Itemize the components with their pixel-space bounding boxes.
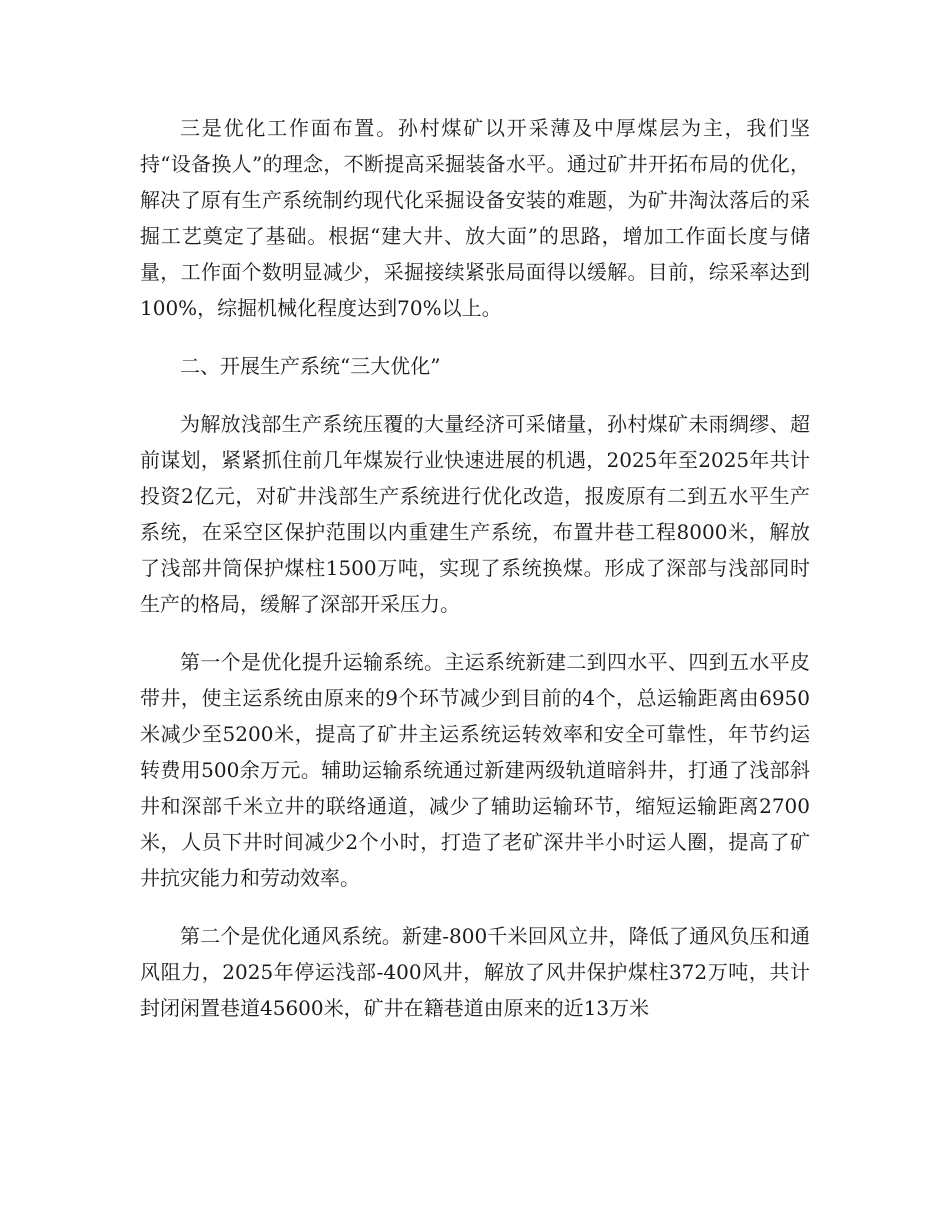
paragraph-shallow-system-renovation: 为解放浅部生产系统压覆的大量经济可采储量，孙村煤矿未雨绸缪、超前谋划，紧紧抓住前几年煤炭行业快速进展的机遇，2025年至2025年共计投资2亿元，对矿井浅部生产系统进行优化改造，报废原有二到五水平生产系统，在采空区保护范围以内重建生产系统，布置井巷工程8000米，解放了浅部井筒保护煤柱1500万吨，实现了系统换煤。形成了深部与浅部同时生产的格局，缓解了深部开采压力。 [140, 412, 810, 616]
paragraph-transport-system: 第一个是优化提升运输系统。主运系统新建二到四水平、四到五水平皮带井，使主运系统由原来的9个环节减少到目前的4个，总运输距离由6950 米减少至5200米，提高了矿井主运系统运转效率和安全可靠性，年节约运转费用500余万元。辅助运输系统通过新建两级轨道暗斜井，打通了浅部斜井和深部千米立井的联络通道，减少了辅助运输环节，缩短运输距离2700米，人员下井时间减少2个小时，打造了老矿深井半小时运人圈，提高了矿井抗灾能力和劳动效率。 [140, 650, 810, 890]
paragraph-workface-layout: 三是优化工作面布置。孙村煤矿以开采薄及中厚煤层为主，我们坚持“设备换人”的理念，不断提高采掘装备水平。通过矿井开拓布局的优化，解决了原有生产系统制约现代化采掘设备安装的难题，为矿井淘汰落后的采掘工艺奠定了基础。根据“建大井、放大面”的思路，增加工作面长度与储量，工作面个数明显减少，采掘接续紧张局面得以缓解。目前，综采率达到100%，综掘机械化程度达到70%以上。 [140, 116, 810, 320]
section-heading-three-optimizations: 二、开展生产系统“三大优化” [180, 354, 441, 378]
paragraph-ventilation-system: 第二个是优化通风系统。新建-800千米回风立井，降低了通风负压和通风阻力，2025年停运浅部-400风井，解放了风井保护煤柱372万吨，共计封闭闲置巷道45600米，矿井在籍巷道由原来的近13万米 [140, 924, 810, 1020]
document-body [140, 110, 810, 1048]
